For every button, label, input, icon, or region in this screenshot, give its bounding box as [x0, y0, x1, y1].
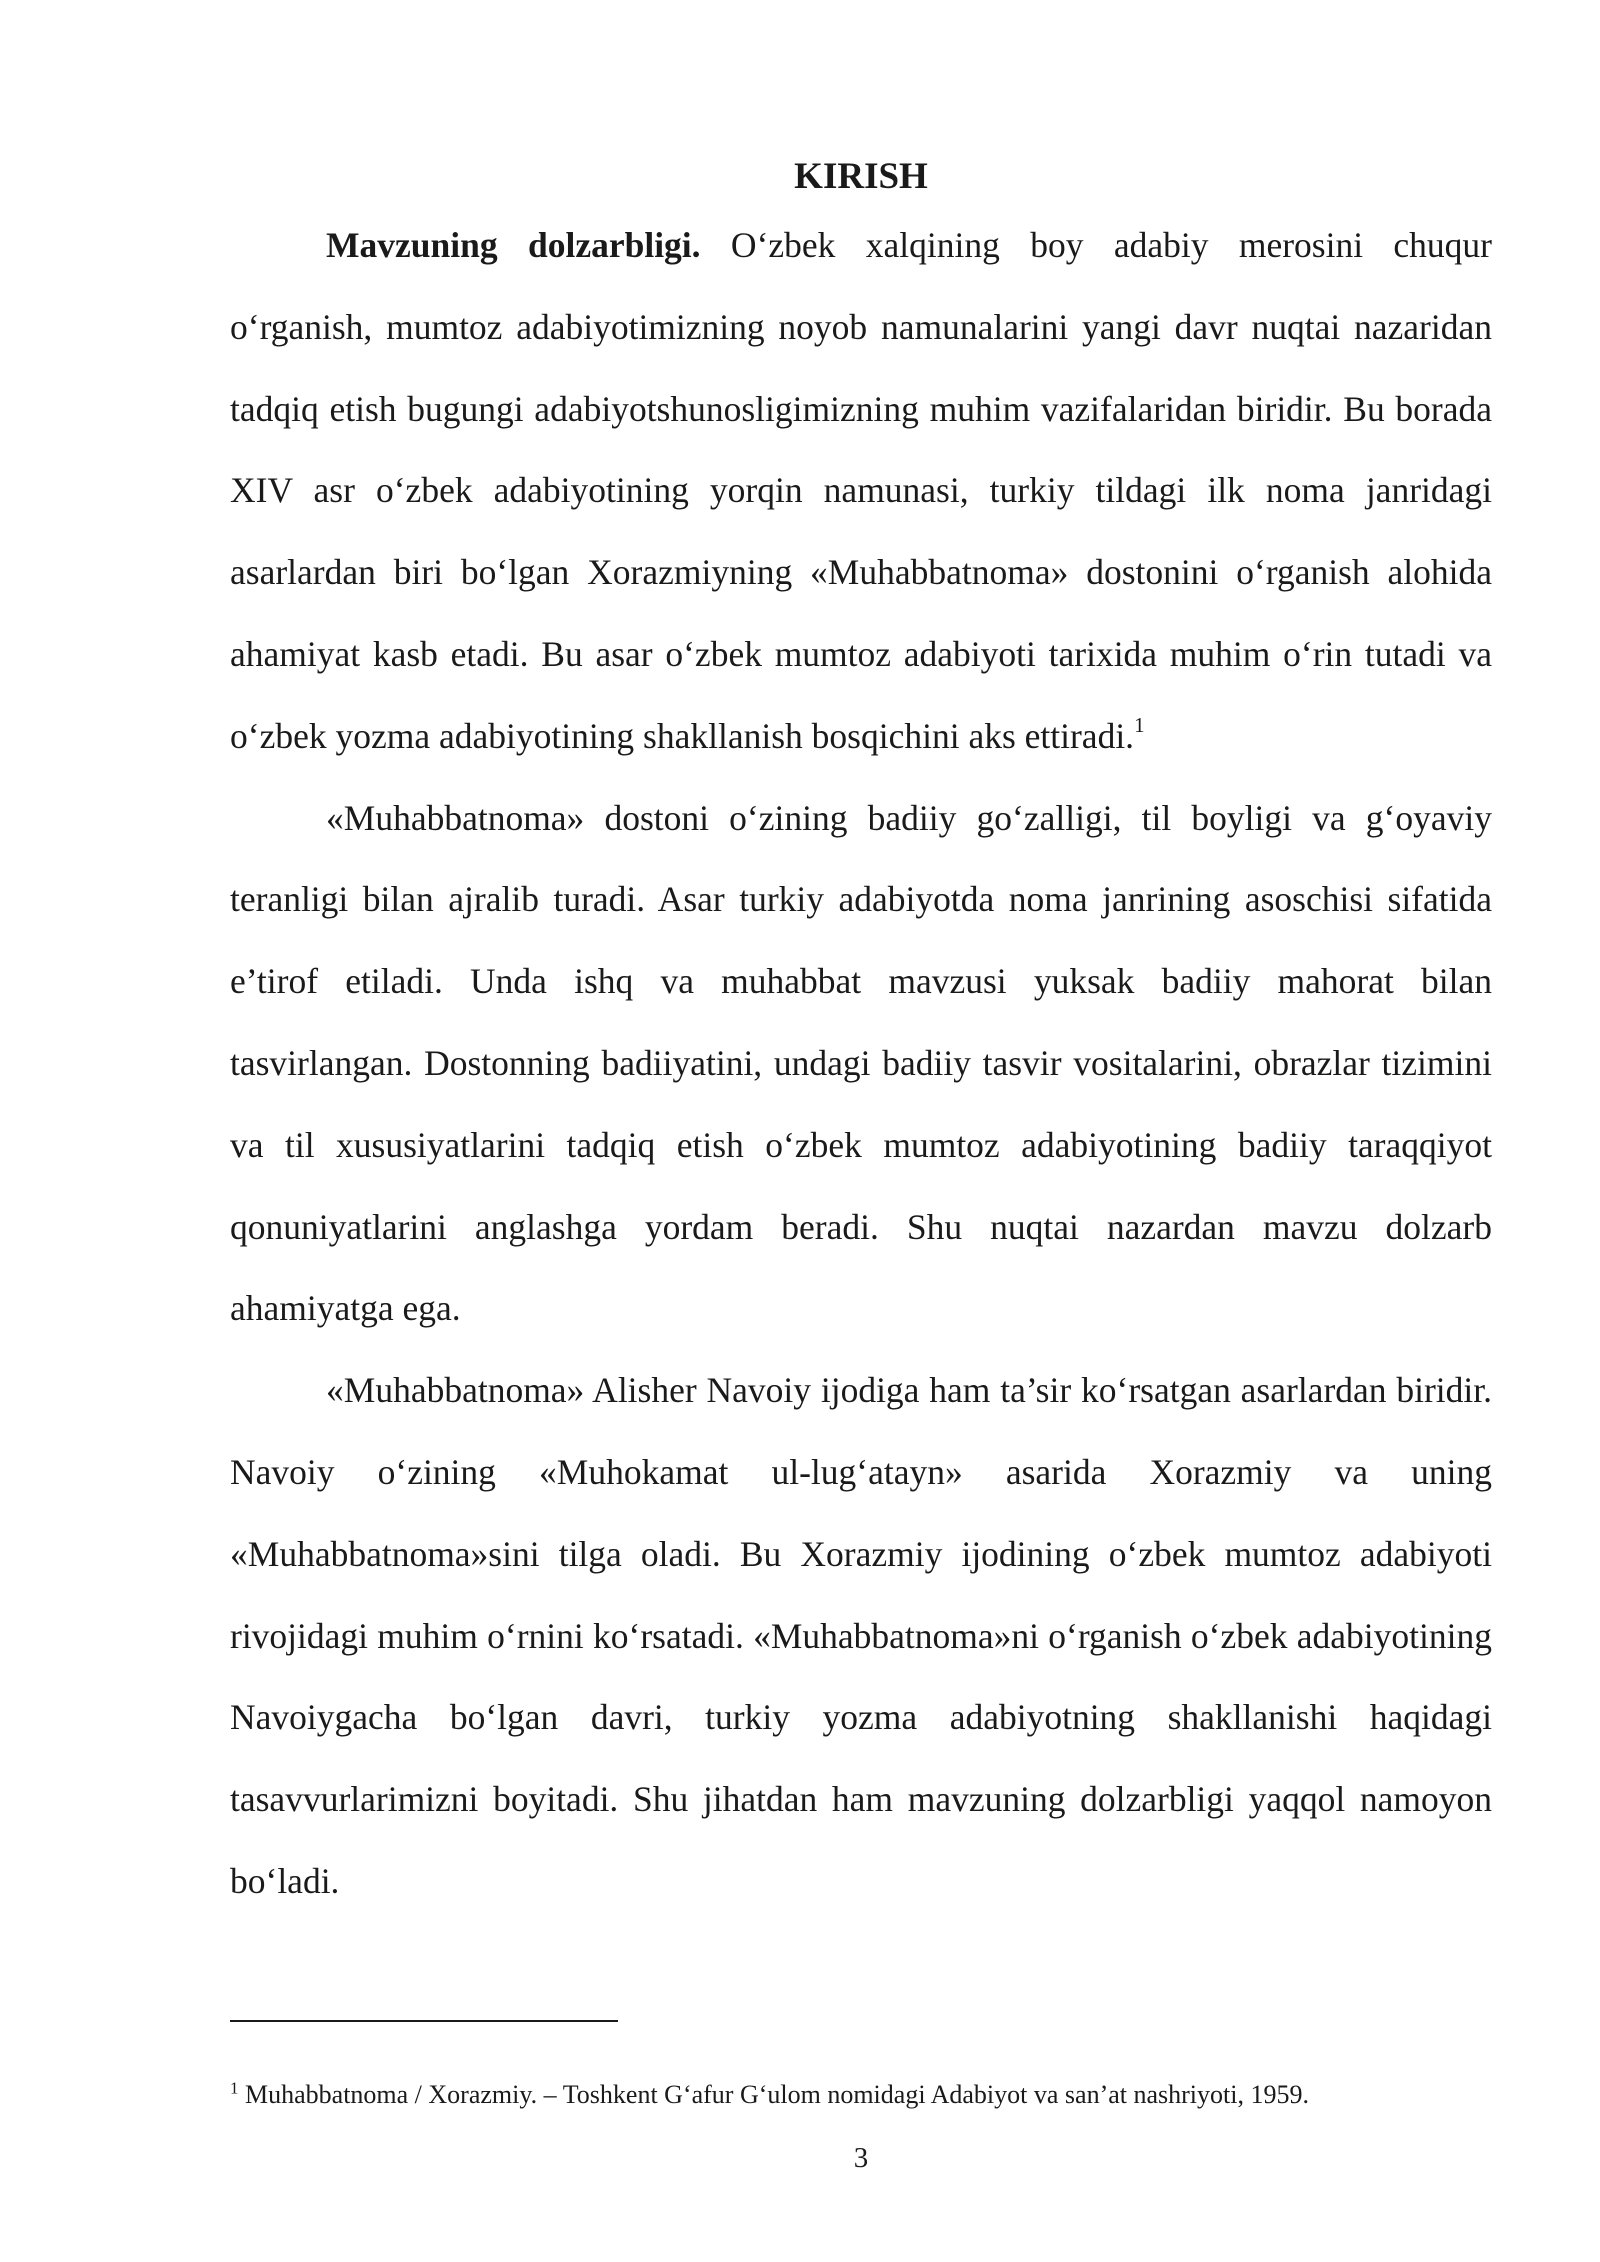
- paragraph-relevance: [230, 205, 1492, 778]
- page-number: 3: [853, 2142, 869, 2174]
- paragraph-navoiy-influence: [230, 1350, 1492, 1923]
- footnote: [230, 2078, 1492, 2112]
- paragraph-lead: Mavzuning dolzarbligi.: [326, 225, 701, 265]
- paragraph-artistry: [230, 778, 1492, 1351]
- paragraph-text: «Muhabbatnoma» dostoni o‘zining badiiy go‘zalligi, til boyligi va g‘oyaviy teranligi bilan ajralib turadi. Asar turkiy adabiyotda noma janrining asoschisi sifatida e’tirof etiladi. Unda ishq va muhabbat mavzusi yuksak badiiy mahorat bilan tasvirlangan. Dostonning badiiyatini, undagi badiiy tasvir vositalarini, obrazlar tizimini va til xususiyatlarini tadqiq etish o‘zbek mumtoz adabiyotining badiiy taraqqiyot qonuniyatlarini anglashga yordam beradi. Shu nuqtai nazardan mavzu dolzarb ahamiyatga ega.: [230, 797, 1492, 1329]
- footnote-reference[interactable]: 1: [1134, 712, 1145, 737]
- paragraph-text: O‘zbek xalqining boy adabiy merosini chuqur o‘rganish, mumtoz adabiyotimizning noyob namunalarini yangi davr nuqtai nazaridan tadqiq etish bugungi adabiyotshunosligimizning muhim vazifalaridan biridir. Bu borada XIV asr o‘zbek adabiyotining yorqin namunasi, turkiy tildagi ilk noma janridagi asarlardan biri bo‘lgan Xorazmiyning «Muhabbatnoma» dostonini o‘rganish alohida ahamiyat kasb etadi. Bu asar o‘zbek mumtoz adabiyoti tarixida muhim o‘rin tutadi va o‘zbek yozma adabiyotining shakllanish bosqichini aks ettiradi.: [230, 225, 1493, 756]
- body-text: [230, 205, 1492, 1923]
- footnote-marker: 1: [230, 2078, 239, 2098]
- paragraph-text: «Muhabbatnoma» Alisher Navoiy ijodiga ham ta’sir ko‘rsatgan asarlardan biridir. Navoiy o‘zining «Muhokamat ul-lug‘atayn» asarida Xorazmiy va uning «Muhabbatnoma»sini tilga oladi. Bu Xorazmiy ijodining o‘zbek mumtoz adabiyoti rivojidagi muhim o‘rnini ko‘rsatadi. «Muhabbatnoma»ni o‘rganish o‘zbek adabiyotining Navoiygacha bo‘lgan davri, turkiy yozma adabiyotning shakllanishi haqidagi tasavvurlarimizni boyitadi. Shu jihatdan ham mavzuning dolzarbligi yaqqol namoyon bo‘ladi.: [230, 1370, 1492, 1901]
- footnote-text: Muhabbatnoma / Xorazmiy. – Toshkent G‘afur G‘ulom nomidagi Adabiyot va san’at nashriyoti, 1959.: [238, 2080, 1309, 2109]
- footnote-separator: [230, 2020, 618, 2022]
- section-heading: KIRISH: [794, 156, 928, 197]
